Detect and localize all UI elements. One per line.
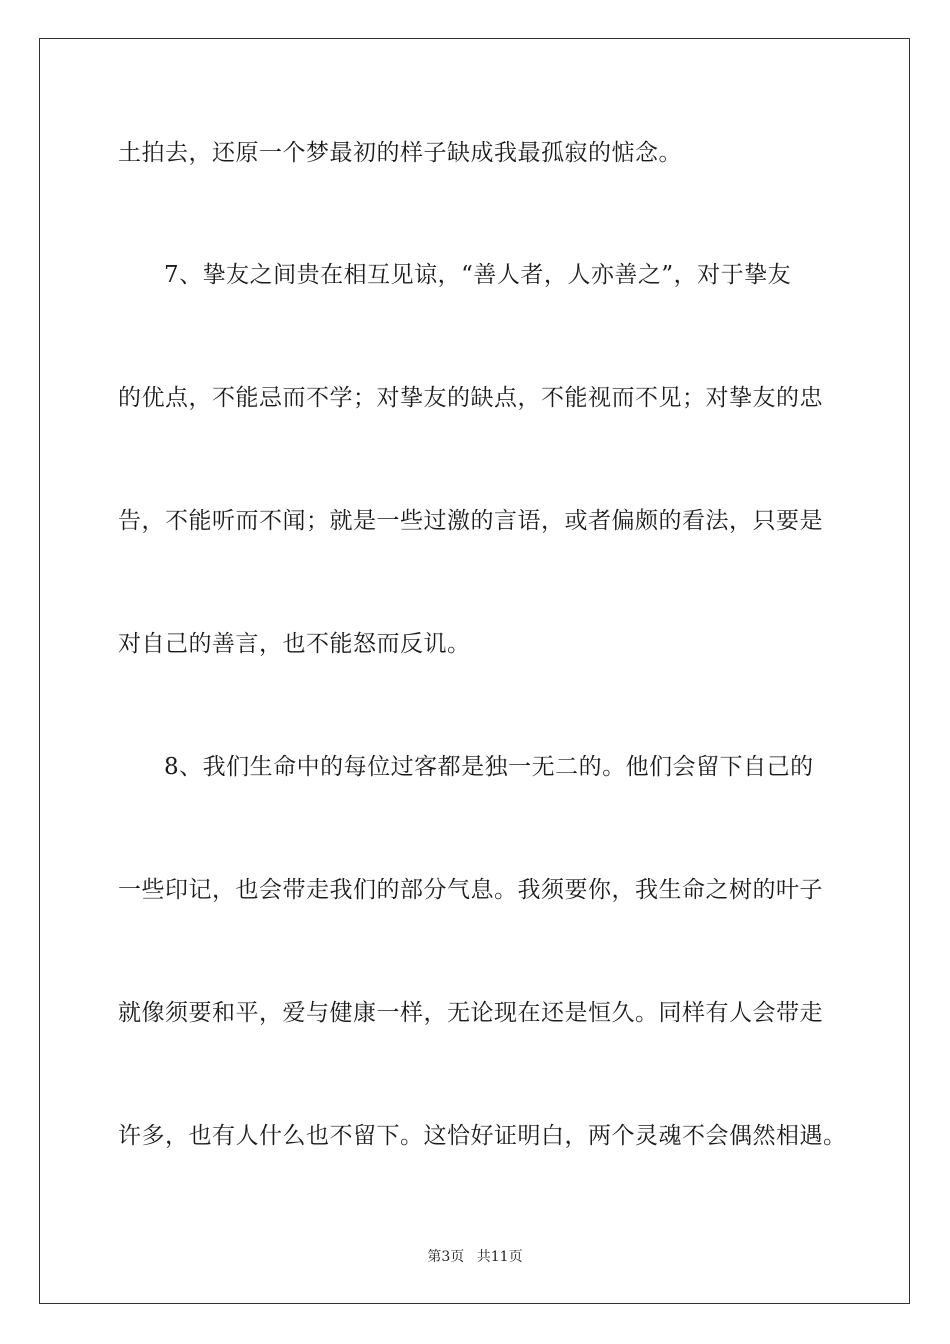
paragraph-line: 对自己的善言，也不能怒而反讥。 (118, 631, 471, 657)
page-total: 共11页 (476, 1249, 523, 1265)
page-footer (0, 1248, 950, 1266)
paragraph-line: 的优点，不能忌而不学；对挚友的缺点，不能视而不见；对挚友的忠 (118, 385, 823, 411)
paragraph-line: 告，不能听而不闻；就是一些过激的言语，或者偏颇的看法，只要是 (118, 508, 823, 534)
paragraph-line: 许多，也有人什么也不留下。这恰好证明白，两个灵魂不会偶然相遇。 (118, 1123, 847, 1149)
paragraph-line: 土拍去，还原一个梦最初的样子缺成我最孤寂的惦念。 (118, 140, 682, 166)
page-border (39, 38, 910, 1304)
paragraph-8-start: 8、我们生命中的每位过客都是独一无二的。他们会留下自己的 (164, 754, 814, 780)
paragraph-line: 就像须要和平，爱与健康一样，无论现在还是恒久。同样有人会带走 (118, 1000, 823, 1026)
paragraph-7-start: 7、挚友之间贵在相互见谅，“善人者，人亦善之”，对于挚友 (164, 262, 792, 288)
paragraph-line: 一些印记，也会带走我们的部分气息。我须要你，我生命之树的叶子 (118, 877, 823, 903)
page-number: 第3页 (427, 1249, 465, 1265)
